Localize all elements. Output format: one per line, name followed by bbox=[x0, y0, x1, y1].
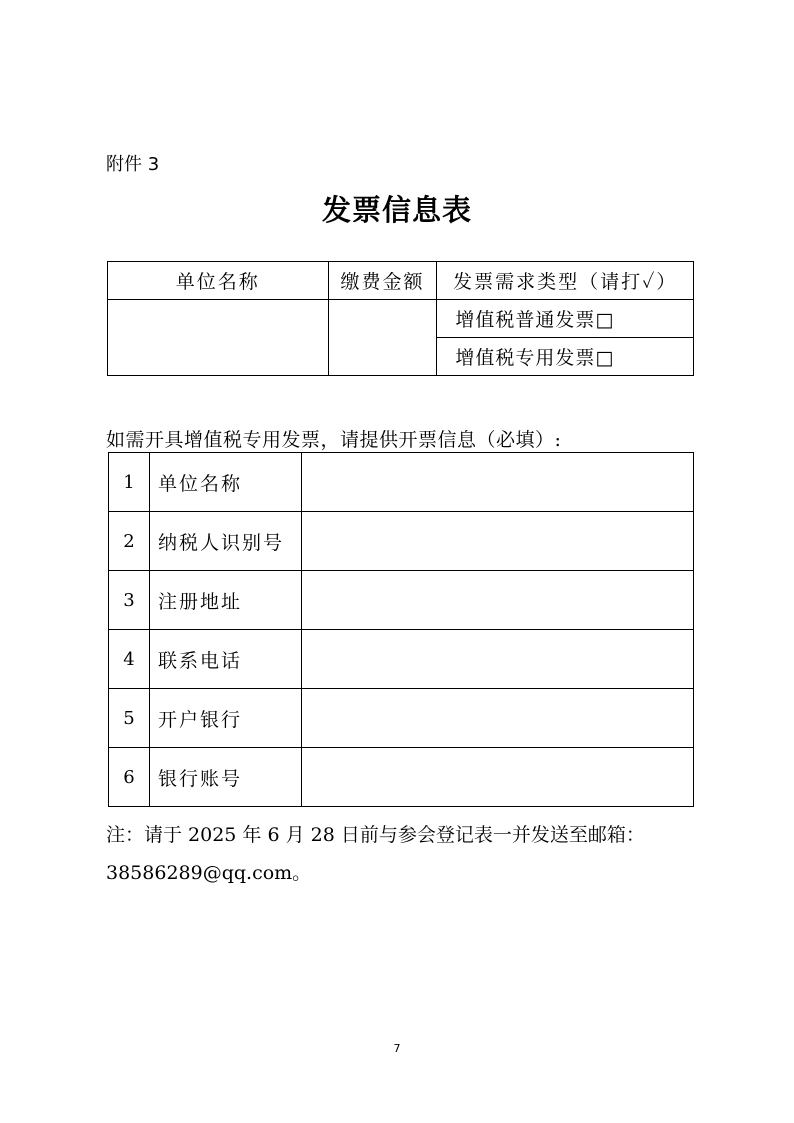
fee-amount-cell[interactable] bbox=[328, 300, 437, 376]
page-number: 7 bbox=[393, 1042, 401, 1055]
header-fee-amount: 缴费金额 bbox=[328, 262, 437, 300]
invoice-info-table bbox=[108, 452, 694, 807]
table-row bbox=[109, 453, 694, 512]
table-header-row bbox=[108, 262, 694, 300]
row-number: 1 bbox=[109, 453, 150, 512]
table-row bbox=[109, 748, 694, 807]
page-title: 发票信息表 bbox=[321, 193, 472, 227]
field-label-unit-name: 单位名称 bbox=[149, 453, 301, 512]
field-value-bank[interactable] bbox=[301, 689, 693, 748]
field-value-registered-address[interactable] bbox=[301, 571, 693, 630]
contact-email: 38586289@qq.com。 bbox=[106, 862, 312, 884]
table-row bbox=[108, 300, 694, 338]
table-row bbox=[109, 689, 694, 748]
submission-note: 注：请于 2025 年 6 月 28 日前与参会登记表一并发送至邮箱： bbox=[106, 824, 645, 846]
option-special-vat-invoice[interactable]: 增值税专用发票□ bbox=[437, 338, 694, 376]
attachment-label: 附件 3 bbox=[106, 154, 160, 175]
special-invoice-prompt: 如需开具增值税专用发票，请提供开票信息（必填）: bbox=[106, 429, 562, 451]
header-unit-name: 单位名称 bbox=[108, 262, 329, 300]
row-number: 3 bbox=[109, 571, 150, 630]
field-label-taxpayer-id: 纳税人识别号 bbox=[149, 512, 301, 571]
field-value-bank-account[interactable] bbox=[301, 748, 693, 807]
table-row bbox=[109, 630, 694, 689]
field-label-phone: 联系电话 bbox=[149, 630, 301, 689]
unit-name-cell[interactable] bbox=[108, 300, 329, 376]
field-label-bank: 开户银行 bbox=[149, 689, 301, 748]
row-number: 4 bbox=[109, 630, 150, 689]
row-number: 5 bbox=[109, 689, 150, 748]
field-label-bank-account: 银行账号 bbox=[149, 748, 301, 807]
row-number: 2 bbox=[109, 512, 150, 571]
header-invoice-type: 发票需求类型（请打✓） bbox=[437, 262, 694, 300]
table-row bbox=[109, 512, 694, 571]
table-row bbox=[109, 571, 694, 630]
field-label-registered-address: 注册地址 bbox=[149, 571, 301, 630]
field-value-unit-name[interactable] bbox=[301, 453, 693, 512]
row-number: 6 bbox=[109, 748, 150, 807]
invoice-type-table bbox=[107, 261, 694, 376]
field-value-phone[interactable] bbox=[301, 630, 693, 689]
option-general-vat-invoice[interactable]: 增值税普通发票□ bbox=[437, 300, 694, 338]
field-value-taxpayer-id[interactable] bbox=[301, 512, 693, 571]
